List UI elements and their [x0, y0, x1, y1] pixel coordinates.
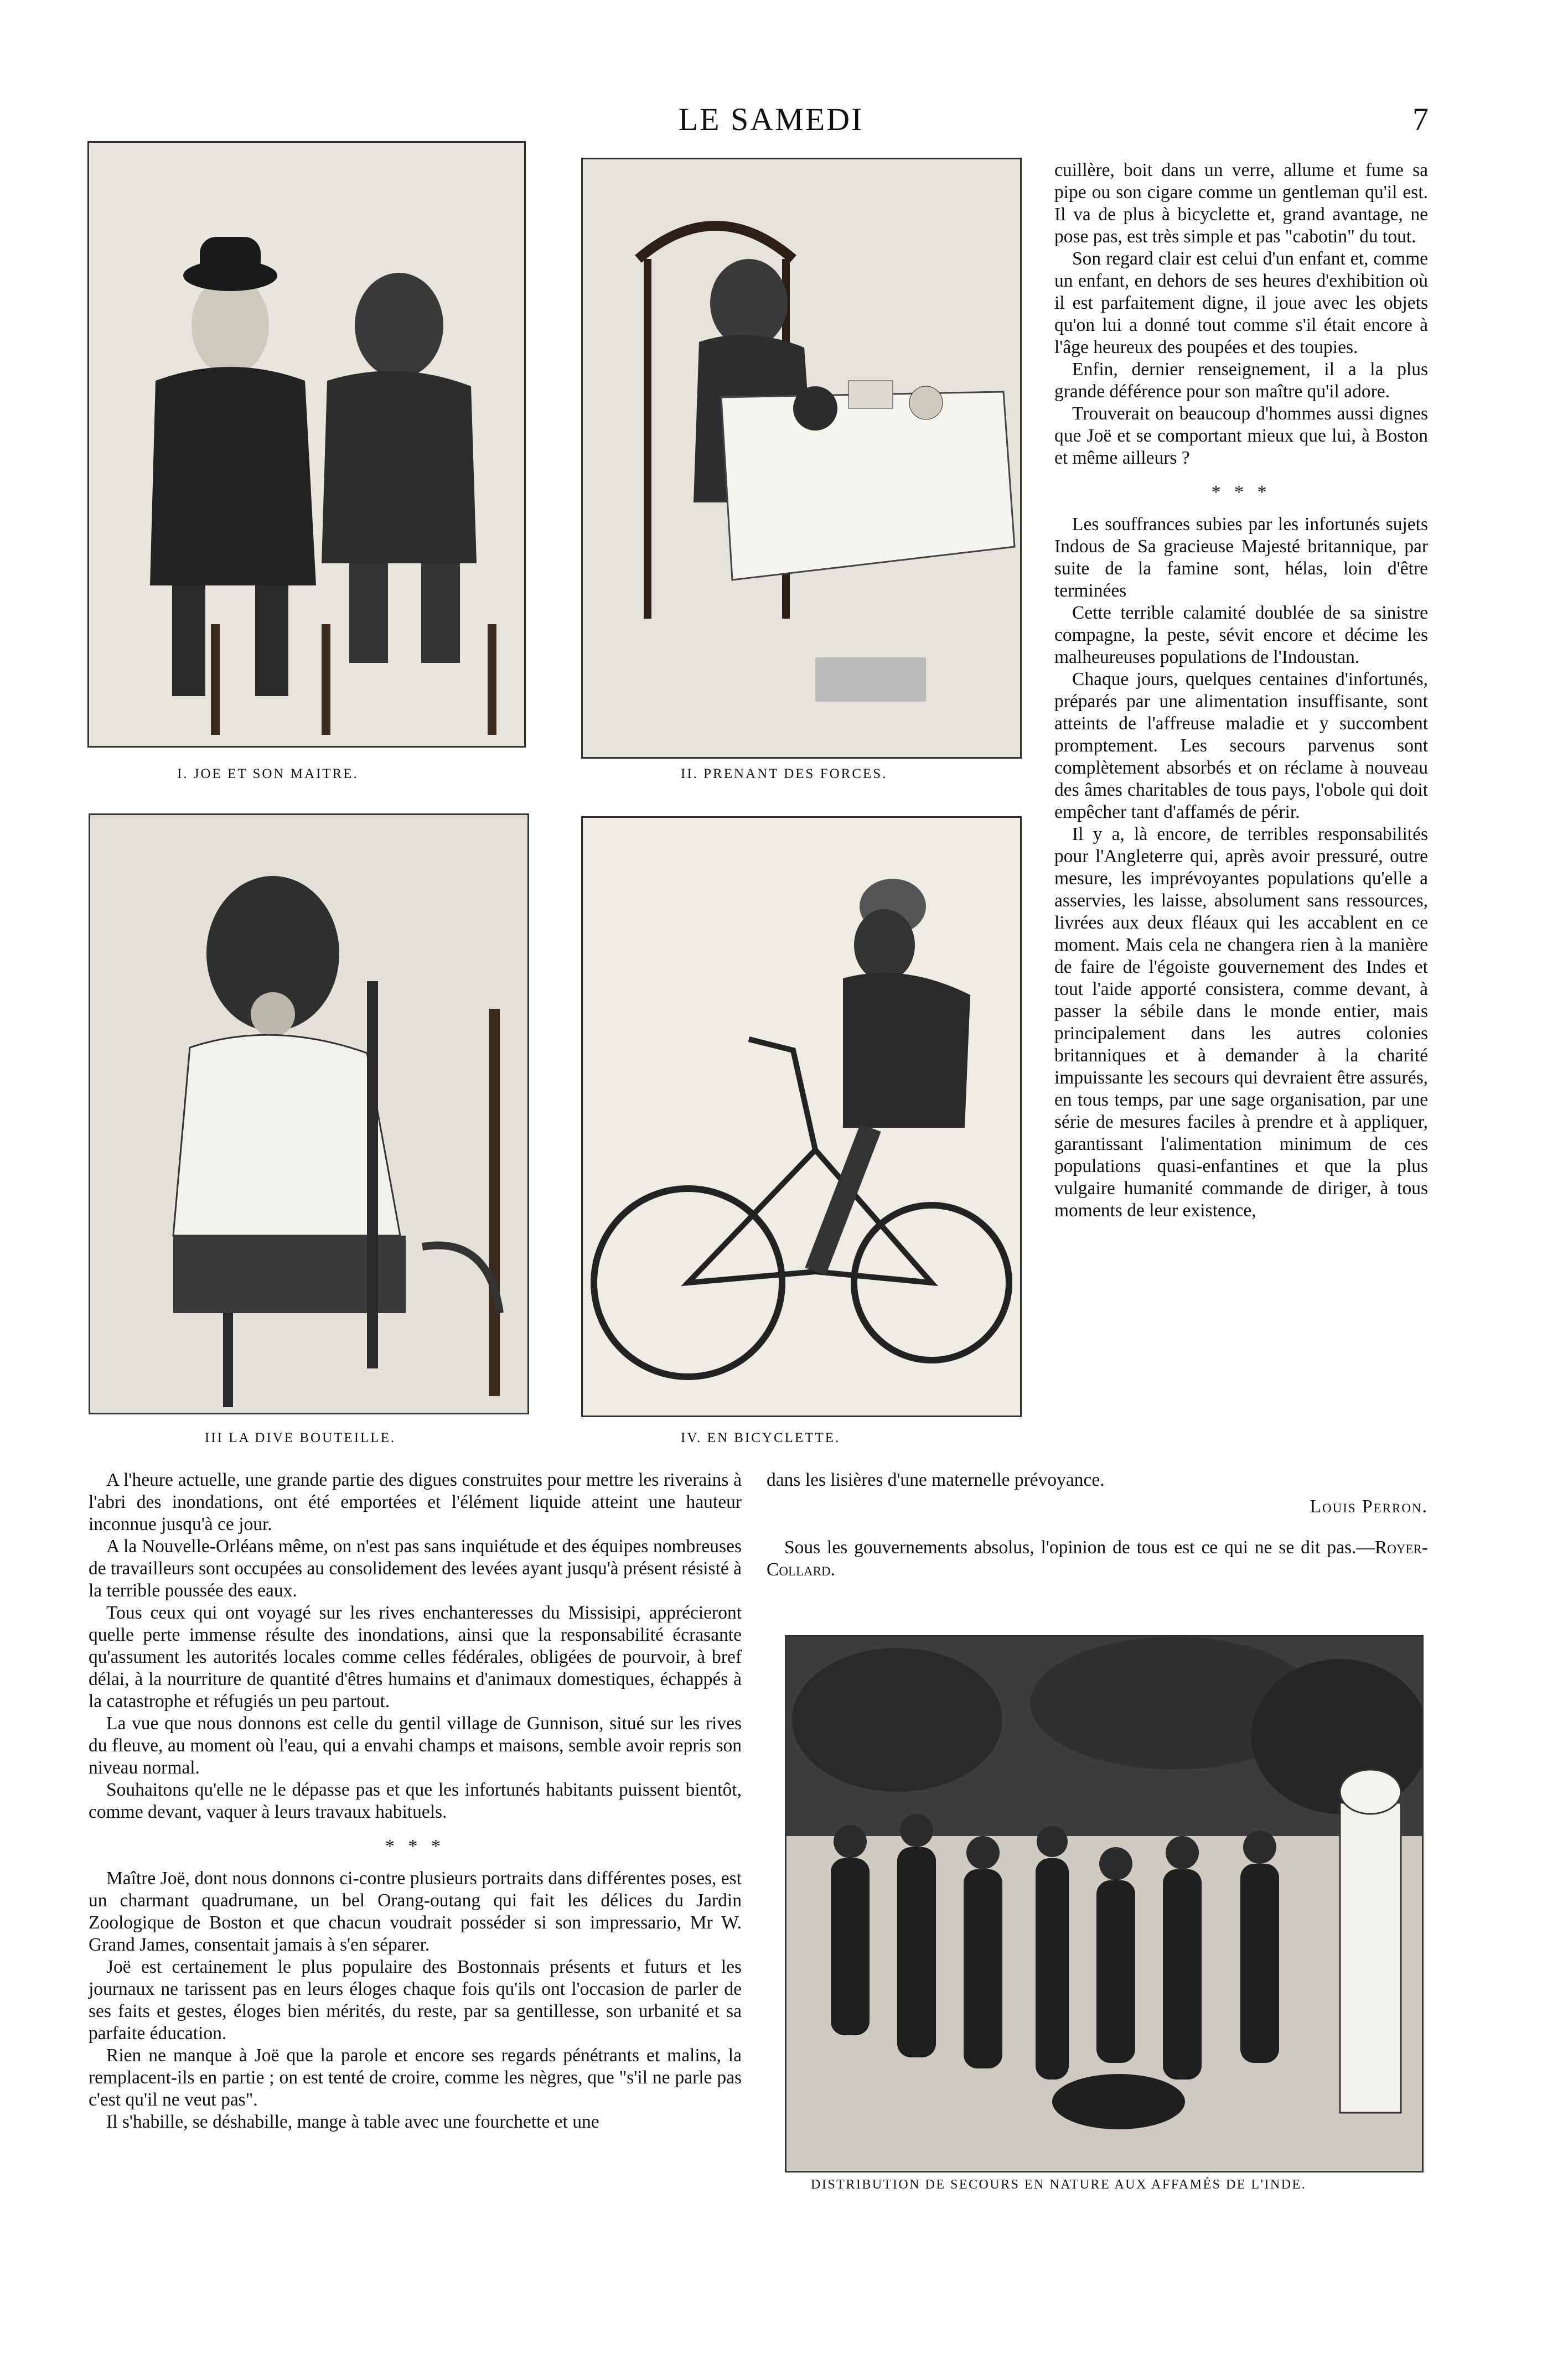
quote-text: Sous les gouvernements absolus, l'opinion de tous est ce qui ne se dit pas.—: [784, 1537, 1375, 1558]
joe-paragraph: Trouverait on beaucoup d'hommes aussi dignes que Joë et se comportant mieux que lui, à Boston et même ailleurs ?: [1054, 403, 1428, 468]
joe-intro-paragraph: Joë est certainement le plus populaire des Bostonnais présents et futurs et les journaux ne tarissent pas en leurs éloges chaque fois qu'ils ont l'occasion de parler de ses faits et gestes, éloges bien mérités, du reste, par sa gentillesse, son urbanité et sa parfaite éducation.: [89, 1957, 742, 2044]
photo-dive-bouteille: [89, 813, 529, 1414]
floods-paragraph: A la Nouvelle-Orléans même, on n'est pas sans inquiétude et des équipes nombreuses de travailleurs sont occupées au consolidement des levées ayant jusqu'à présent résisté à la terrible poussée des eaux.: [89, 1536, 742, 1601]
article-inde-end: [767, 1469, 1428, 1581]
caption-photo-4: IV. EN BICYCLETTE.: [681, 1430, 841, 1445]
inde-paragraph: Il y a, là encore, de terribles responsabilités pour l'Angleterre qui, après avoir pressuré, outre mesure, les imprévoyantes populations qu'elle a asservies, les laisse, absolument sans ressources, livrées aux deux fléaux qui les accablent en ce moment. Mais cela ne changera rien à la manière de faire de l'égoiste gouvernement des Indes et tout l'aide apporté consistera, comme devant, à passer la sébile dans le monde entier, mais principalement dans les autres colonies britanniques et à demander à la charité impuissante les secours qui devraient être assurés, en tous temps, par une sage organisation, par une série de mesures faciles à prendre et à appliquer, garantissant l'alimentation minimum de ces populations quasi-enfantines et que la plus vulgaire humanité commande de diriger, à tous moments de leur existence,: [1054, 824, 1428, 1221]
article-right-column: [1054, 159, 1428, 1222]
photo-joe-and-master: [87, 141, 526, 748]
inde-paragraph: Cette terrible calamité doublée de sa sinistre compagne, la peste, sévit encore et décime les malheureuses populations de l'Indoustan.: [1054, 603, 1428, 667]
joe-intro-paragraph: Rien ne manque à Joë que la parole et encore ses regards pénétrants et malins, la remplacent-ils en partie ; on est tenté de croire, comme les nègres, que "s'il ne parle pas c'est qu'il ne veut pas".: [89, 2045, 742, 2110]
floods-paragraph: Souhaitons qu'elle ne le dépasse pas et que les infortunés habitants puissent bientôt, comme devant, vaquer à leurs travaux habituels.: [89, 1780, 742, 1822]
caption-photo-1: I. JOE ET SON MAITRE.: [177, 766, 359, 781]
joe-continuation-paragraph: cuillère, boit dans un verre, allume et fume sa pipe ou son cigare comme un gentleman qu'il est. Il va de plus à bicyclette et, grand avantage, ne pose pas, est très simple et pas "cabotin" du tout.: [1054, 160, 1428, 247]
caption-photo-2: II. PRENANT DES FORCES.: [681, 766, 888, 781]
section-divider-stars: * * *: [385, 1836, 445, 1857]
joe-intro-paragraph: Il s'habille, se déshabille, mange à table avec une fourchette et une: [106, 2112, 599, 2132]
floods-paragraph: La vue que nous donnons est celle du gentil village de Gunnison, situé sur les rives du fleuve, au moment où l'eau, qui a envahi champs et maisons, semble avoir repris son niveau normal.: [89, 1713, 742, 1778]
floods-paragraph: A l'heure actuelle, une grande partie des digues construites pour mettre les riverains à l'abri des inondations, ont été emportées et l'élément liquide atteint une hauteur inconnue jusqu'à ce jour.: [89, 1470, 742, 1534]
quote-paragraph: [767, 1537, 1428, 1581]
author-signature: Louis Perron.: [1310, 1496, 1428, 1517]
photo-bicycle: [581, 816, 1022, 1417]
caption-photo-5: DISTRIBUTION DE SECOURS EN NATURE AUX AFFAMÉS DE L'INDE.: [811, 2177, 1307, 2192]
photo-famine-relief: [785, 1635, 1424, 2172]
page-number: 7: [1412, 101, 1429, 137]
photo-taking-strength: [581, 158, 1022, 759]
inde-continuation: dans les lisières d'une maternelle prévoyance.: [767, 1470, 1105, 1490]
article-left-column: [89, 1469, 742, 2133]
inde-paragraph: Les souffrances subies par les infortunés sujets Indous de Sa gracieuse Majesté britannique, par suite de la famine sont, hélas, loin d'être terminées: [1054, 514, 1428, 601]
joe-paragraph: Enfin, dernier renseignement, il a la plus grande déférence pour son maître qu'il adore.: [1054, 359, 1428, 402]
running-head: LE SAMEDI: [678, 101, 864, 137]
inde-paragraph: Chaque jours, quelques centaines d'infortunés, préparés par une alimentation insuffisante, sont atteints de l'affreuse maladie et y succombent promptement. Les secours parvenus sont complètement absorbés et on réclame à nouveau des âmes charitables de tous pays, l'obole qui doit empêcher tant d'affamés de périr.: [1054, 669, 1428, 822]
quote-author: Royer-Collard.: [767, 1537, 1428, 1580]
floods-paragraph: Tous ceux qui ont voyagé sur les rives enchanteresses du Missisipi, apprécieront quelle perte immense résulte des inondations, ainsi que la responsabilité écrasante qu'assument les autorités locales comme celles fédérales, obligées de pourvoir, à bref délai, à la nourriture de quantité d'êtres humains et d'animaux domestiques, échappés à la catastrophe et réfugiés un peu partout.: [89, 1603, 742, 1712]
joe-intro-paragraph: Maître Joë, dont nous donnons ci-contre plusieurs portraits dans différentes poses, est un charmant quadrumane, un bel Orang-outang qui fait les délices du Jardin Zoologique de Boston et que chacun voudrait posséder si son impressario, Mr W. Grand James, consentait jamais à s'en séparer.: [89, 1868, 742, 1955]
caption-photo-3: III LA DIVE BOUTEILLE.: [205, 1430, 396, 1445]
joe-paragraph: Son regard clair est celui d'un enfant et, comme un enfant, en dehors de ses heures d'exhibition où il est parfaitement digne, il joue avec les objets qu'on lui a donné tout comme s'il était encore à l'âge heureux des poupées et des toupies.: [1054, 248, 1428, 357]
section-divider-stars: * * *: [1211, 482, 1271, 502]
